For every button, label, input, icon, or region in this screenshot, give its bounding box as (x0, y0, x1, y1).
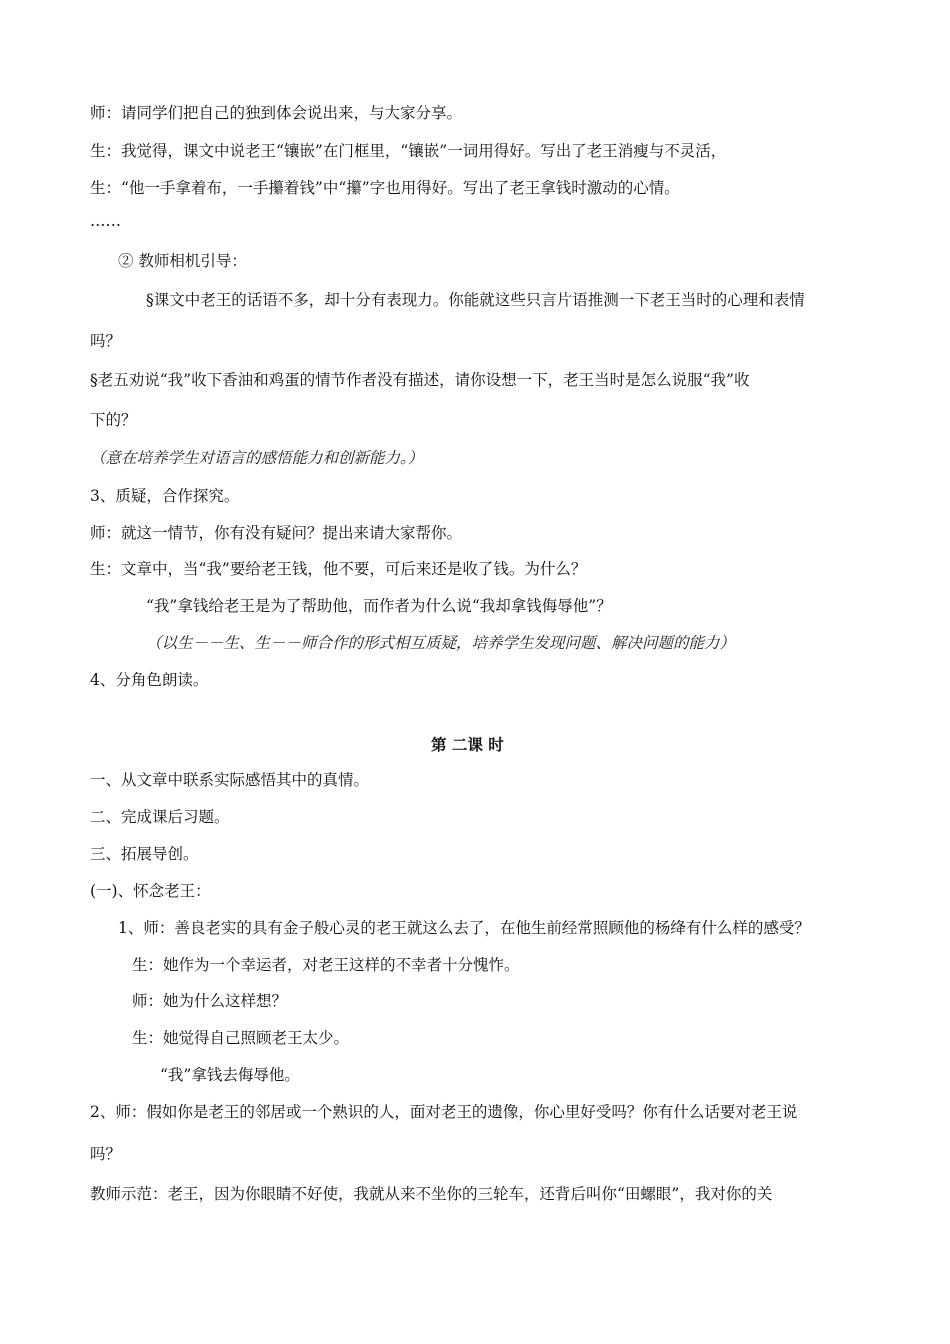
text-line: 3、质疑，合作探究。 (90, 487, 240, 505)
text-line: 师：她为什么这样想？ (132, 992, 288, 1010)
text-line: ② 教师相机引导： (118, 252, 247, 270)
annotation-italic: （意在培养学生对语言的感悟能力和创新能力。） (90, 449, 424, 467)
section-heading: 第 二课 时 (431, 735, 504, 754)
text-line: 师：请同学们把自己的独到体会说出来，与大家分享。 (90, 104, 463, 122)
text-line: 师：就这一情节，你有没有疑问？提出来请大家帮你。 (90, 524, 463, 542)
text-line: 2、师：假如你是老王的邻居或一个熟识的人，面对老王的遗像，你心里好受吗？你有什么话要对老王说 (90, 1103, 798, 1121)
text-line: 生：她作为一个幸运者，对老王这样的不幸者十分愧怍。 (132, 956, 520, 974)
text-line: §老五劝说“我”收下香油和鸡蛋的情节作者没有描述，请你设想一下，老王当时是怎么说服“我”收 (90, 371, 750, 389)
ellipsis: …… (90, 212, 121, 230)
text-line: 生：“他一手拿着布，一手攥着钱”中“攥”字也用得好。写出了老王拿钱时激动的心情。 (90, 179, 680, 197)
text-line: §课文中老王的话语不多，却十分有表现力。你能就这些只言片语推测一下老王当时的心理和表情 (146, 291, 805, 309)
annotation-italic: （以生－－生、生－－师合作的形式相互质疑，培养学生发现问题、解决问题的能力） (146, 634, 736, 652)
text-line: 一、从文章中联系实际感悟其中的真情。 (90, 771, 370, 789)
text-line: “我”拿钱给老王是为了帮助他，而作者为什么说“我却拿钱侮辱他”？ (146, 597, 612, 615)
text-line: 生：文章中，当“我”要给老王钱，他不要，可后来还是收了钱。为什么？ (90, 560, 587, 578)
text-line: 教师示范：老王，因为你眼睛不好使，我就从来不坐你的三轮车，还背后叫你“田螺眼”，我对你的关 (90, 1185, 773, 1203)
text-line: 下的？ (90, 411, 137, 429)
text-line: “我”拿钱去侮辱他。 (160, 1066, 300, 1084)
text-line: 生：我觉得，课文中说老王“镶嵌”在门框里，“镶嵌”一词用得好。写出了老王消瘦与不灵活， (90, 142, 727, 160)
text-line: 1、师：善良老实的具有金子般心灵的老王就这么去了，在他生前经常照顾他的杨绛有什么样的感受？ (118, 919, 810, 937)
text-line: 三、拓展导创。 (90, 845, 199, 863)
text-line: 二、完成课后习题。 (90, 808, 230, 826)
text-line: 吗？ (90, 332, 122, 350)
text-line: (一)、怀念老王： (90, 882, 211, 900)
text-line: 吗？ (90, 1145, 122, 1163)
text-line: 4、分角色朗读。 (90, 671, 209, 689)
text-line: 生：她觉得自己照顾老王太少。 (132, 1029, 350, 1047)
